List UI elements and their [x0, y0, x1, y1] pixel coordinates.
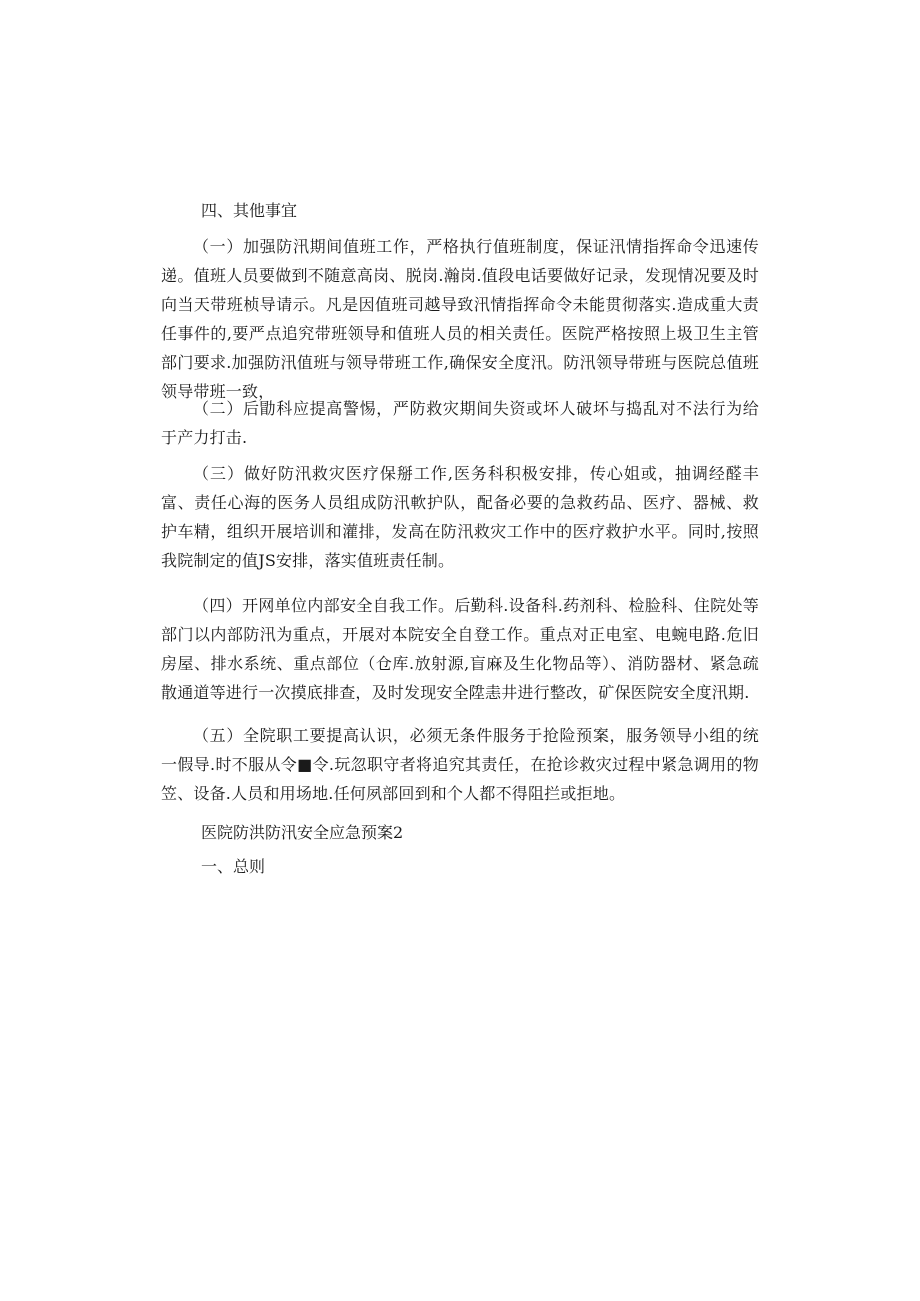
section-heading-general: 一、总则 — [201, 857, 266, 876]
paragraph-3-medical-support: （三）做好防汛救灾医疗保掰工作,医务科积极安排，传心姐或，抽调经醛丰富、责任心海的医务人员组成防汛軟护队，配备必要的急救药品、医疗、器械、救护车精，组织开展培训和灌排，发高在防汛救灾工作中的医疗救护水平。同时,按照我院制定的值JS安排，落实值班责任制。 — [161, 464, 759, 570]
paragraph-1-duty-work: （一）加强防汛期间值班工作，严格执行值班制度，保证汛情指挥命令迅速传递。值班人员要做到不随意高岗、脱岗.瀚岗.值段电话要做好记录，发现情况要及时向当天带班桢导请示。凡是因值班司越导致汛情指挥命令未能贯彻落实.造成重大责任事件的,要严点追究带班领导和值班人员的相关责任。医院严格按照上圾卫生主管部门要求.加强防汛值班与领导带班工作,确保安全度汛。防汛领导带班与医院总值班领导带班一致， — [161, 237, 759, 401]
plan-title: 医院防洪防汛安全应急预案2 — [201, 823, 404, 842]
paragraph-2-logistics: （二）后勖科应提高警惕，严防救灾期间失资或坏人破坏与捣乱对不法行为给于产力打击. — [161, 399, 759, 447]
section-heading-other-matters: 四、其他事宜 — [201, 201, 298, 220]
paragraph-5-staff-awareness: （五）全院职工要提高认识，必须无条件服务于抢险预案，服务领导小组的统一假导.时不服从令■令.玩忽职守者将追究其责任，在抢诊救灾过程中紧急调用的物笠、设备.人员和用场地.任何夙部回到和个人都不得阻拦或拒地。 — [161, 726, 759, 803]
paragraph-4-internal-safety: （四）开网单位内部安全自我工作。后勤科.设备科.药剂科、检脸科、住院处等部门以内部防汛为重点，开展对本院安全自登工作。重点对正电室、电蜿电路.危旧房屋、排水系统、重点部位（仓库.放射源,盲麻及生化物品等）、消防器材、紧急疏散通道等进行一次摸底排查，及时发现安全陞恚井进行整改，矿保医院安全度汛期. — [161, 596, 759, 702]
